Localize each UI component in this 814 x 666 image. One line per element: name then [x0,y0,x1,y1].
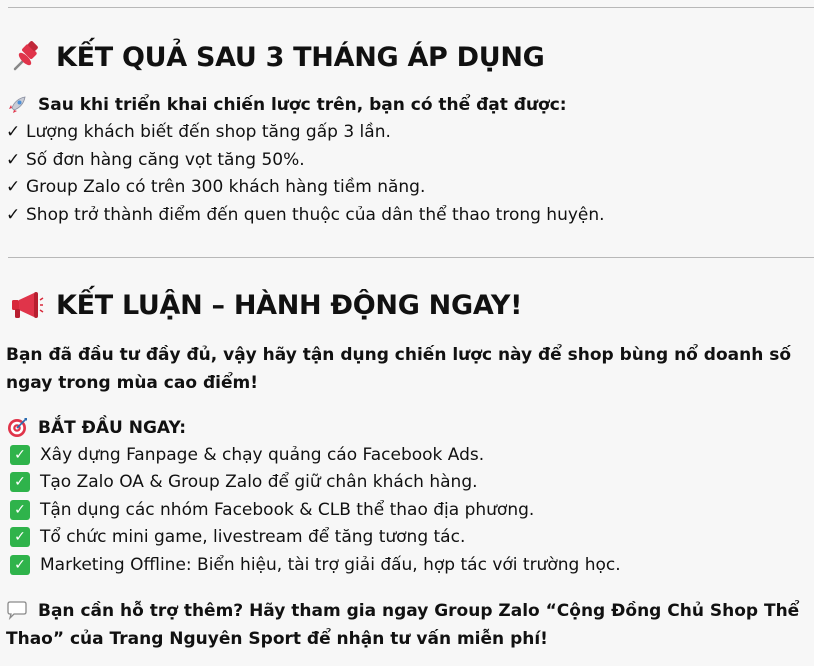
section1-intro-text: Sau khi triển khai chiến lược trên, bạn có thể đạt được: [38,95,567,115]
section1-heading-text: KẾT QUẢ SAU 3 THÁNG ÁP DỤNG [56,41,545,73]
action-item [6,555,621,575]
action-item [6,527,465,547]
check-mark-icon: ✓ [6,122,21,142]
result-item [6,205,605,225]
speech-bubble-icon [6,599,30,621]
action-item [6,472,478,492]
action-text: Xây dựng Fanpage & chạy quảng cáo Facebook Ads. [40,445,485,465]
section1-intro [6,94,567,116]
result-text: Group Zalo có trên 300 khách hàng tiềm năng. [26,177,426,197]
check-mark-icon: ✓ [6,177,21,197]
action-text: Marketing Offline: Biển hiệu, tài trợ giải đấu, hợp tác với trường học. [40,555,621,575]
result-item [6,150,305,170]
start-now-text: BẮT ĐẦU NGAY: [38,418,187,438]
check-box-icon: ✓ [10,445,30,465]
check-box-icon: ✓ [10,472,30,492]
check-box-icon: ✓ [10,527,30,547]
section2-heading-text: KẾT LUẬN – HÀNH ĐỘNG NGAY! [56,289,523,321]
check-box-icon: ✓ [10,500,30,520]
closing-paragraph [6,597,806,653]
action-item [6,500,534,520]
target-icon [6,417,30,439]
result-item [6,122,391,142]
closing-text: Bạn cần hỗ trợ thêm? Hãy tham gia ngay Group Zalo “Cộng Đồng Chủ Shop Thể Thao” của Trang Nguyên Sport để nhận tư vấn miễn phí! [6,601,800,649]
rocket-icon [6,94,30,116]
check-box-icon: ✓ [10,555,30,575]
divider-top [8,7,814,8]
action-text: Tận dụng các nhóm Facebook & CLB thể thao địa phương. [40,500,535,520]
result-text: Shop trở thành điểm đến quen thuộc của dân thể thao trong huyện. [26,205,605,225]
action-item [6,445,484,465]
conclusion-paragraph: Bạn đã đầu tư đầy đủ, vậy hãy tận dụng chiến lược này để shop bùng nổ doanh số ngay trong mùa cao điểm! [6,345,792,393]
section2-heading [10,288,522,322]
pushpin-icon [10,40,46,74]
megaphone-icon [10,288,46,322]
action-text: Tạo Zalo OA & Group Zalo để giữ chân khách hàng. [40,472,478,492]
divider-middle [8,257,814,258]
check-mark-icon: ✓ [6,205,21,225]
result-text: Lượng khách biết đến shop tăng gấp 3 lần. [26,122,391,142]
section1-heading [10,40,545,74]
check-mark-icon: ✓ [6,150,21,170]
result-item [6,177,425,197]
start-now-label [6,417,186,439]
result-text: Số đơn hàng căng vọt tăng 50%. [26,150,305,170]
action-text: Tổ chức mini game, livestream để tăng tương tác. [40,527,466,547]
